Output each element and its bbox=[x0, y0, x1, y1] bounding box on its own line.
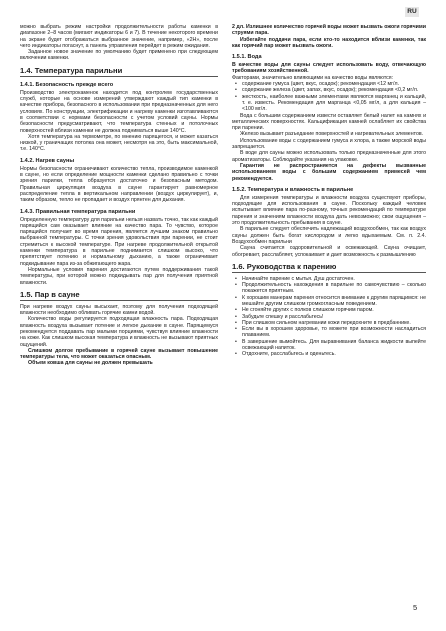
sauna-guide-list bbox=[232, 276, 426, 358]
paragraph: Факторами, значительно влияющими на качество воды являются: bbox=[232, 74, 394, 81]
paragraph: Хотя температура на термометре, по мнению парящегося, и может казаться низкой, у граничащих потолка она может, несмотря на это, быть максимальной, т.е. 140°С. bbox=[20, 133, 218, 153]
paragraph: Количество воды регулируется подходящая влажность пара. Подходящая влажность воздуха вызывает потение и легкое дыхание в сауне. Парящемуся рекомендуется поддавать пар малыми порциями, чувствуя влияние влажности на коже. Как слишком высокая температура и влажность не вызывают приятных ощущений. bbox=[20, 316, 218, 348]
section-heading-1-6: 1.6. Руководства к парению bbox=[232, 262, 426, 273]
paragraph: Для измерения температуры и влажности воздуха существуют приборы, подходящие для использования в сауне. Поскольку каждый человек испытывает влияние пара по-разному, точных рекомендаций по температуре парения и значениям влажности воздуха дать невозможно; свои ощущения – это продолжительность пребывания в сауне. bbox=[232, 194, 426, 227]
list-item: • К хорошим манерам парения относится внимание к другим парящимся: не мешайте другим слишком громкогласным поведением. bbox=[242, 295, 426, 308]
list-item: • Если вы в хорошем здоровье, то можете при возможности насладиться плаванием. bbox=[242, 326, 426, 339]
list-item: • Отдохните, расслабьтесь и оденьтесь. bbox=[242, 351, 426, 357]
water-quality-list bbox=[232, 81, 426, 112]
subheading-1-5-1: 1.5.1. Вода bbox=[232, 54, 262, 61]
list-item: • Забудьте спешку и расслабьтесь! bbox=[242, 314, 426, 320]
list-item: • содержание гумуса (цвет, вкус, осадок); рекомендация <12 мг/л. bbox=[242, 81, 426, 87]
paragraph: Вода с большим содержанием извести оставляет белый налет на камнях и металлических поверхностях. Кальцификация камней ослабляет их свойства при парении. bbox=[232, 112, 426, 132]
paragraph: Нормы безопасности ограничивают количество тепла, производимое каменкой в сауне, но если определение мощности каменки сделано правильно с точки зрения парилки, тепла образуется достаточно и безопасным методом. Правильная циркуляция воздуха в сауне гарантирует равномерное распределение тепла в вертикальном направлении (воздух циркулирует), и, таким образом, тепло не пропадает и воздух прянтен для дыхания. bbox=[20, 165, 218, 204]
list-item: • Не сгоняйте других с полков слишком горячим паром. bbox=[242, 307, 426, 313]
intro-paragraph: можно выбрать режим настройки продолжительности работы каменки в диапазоне 2–8 часов (мигают индикаторы 6 и 7). В течение некоторого времени на экране будет отображаться выбранное значение, например, «2Н», после чего индикаторы погаснут, а панель управления перейдет в режим ожидания. bbox=[20, 24, 218, 49]
warning-text: Объем ковша для сауны не должен превышать bbox=[28, 360, 153, 367]
section-heading-1-5: 1.5. Пар в сауне bbox=[20, 290, 218, 301]
subheading-1-4-1: 1.4.1. Безопасность прежде всего bbox=[20, 81, 114, 88]
list-item: • В завершение вымойтесь. Для выравнивания баланса жидкости выпейте освежающий напиток. bbox=[242, 339, 426, 352]
paragraph: Нормальные условия парения достигаются путем поддерживания такой температуры, при которой можно подкидывать пар для получения приятной влажности. bbox=[20, 266, 218, 286]
list-item: • Начинайте парение с мытья. Душ достаточен. bbox=[242, 276, 426, 282]
left-column bbox=[20, 24, 218, 367]
list-item: • При слишком сильном нагревании кожи передохните в предбаннике. bbox=[242, 320, 426, 326]
subheading-1-4-2: 1.4.2. Нагрев сауны bbox=[20, 157, 75, 164]
warning-text: Избегайте поддачи пара, если кто-то находится вблизи каменки, так как горячий пар может вызвать ожоги. bbox=[232, 36, 426, 49]
paragraph: Определенную температуру для парильни нельзя назвать точно, так как каждый парящийся сам оказывает влияние на качество пара. То чувство, которое парящийся получает во время парения, является лучшим знаком правильно выбранной температуры. С точки зрения удовольствия при парении, не стоит стремиться к высокой температуре. При нагреве продолжительной открытой каменки температура в парильне поднимается слишком высоко, что препятствует потению и нормальному дыханию, а также ограничивает подкидывание пара из-за обжигающего жара. bbox=[20, 216, 218, 267]
paragraph: Использование воды с содержанием гумуса и хлора, а также морской воды запрещается. bbox=[232, 137, 426, 151]
intro-paragraph: Заданное новое значение по умолчанию будет применено при следующем включении каменки. bbox=[20, 49, 218, 62]
warning-text: Слишком долгое пребывание в горячей сауне вызывает повышение температуры тела, что может оказаться опасным. bbox=[20, 347, 218, 361]
paragraph: В воде для сауны можно использовать только предназначенные для этого ароматизаторы. Соблюдайте указания на упаковке. bbox=[232, 150, 426, 163]
right-column bbox=[232, 24, 426, 358]
page-number: 5 bbox=[413, 603, 418, 612]
paragraph: В парильне следует обеспечить надлежащий воздухообмен, так как воздух сауны должен быть богат кислородом и легко вдыхаемым. См. п. 2.4. Воздухообмен парильни bbox=[232, 226, 426, 245]
list-item: • Продолжительность нахождения в парильне по самочувствию – сколько покажется приятным. bbox=[242, 282, 426, 295]
paragraph: Сауна считается оздоровительной и освежающей. Сауна очищает, обогревает, расслабляет, успокаивает и дает возможность к размышлению bbox=[232, 245, 426, 258]
list-item: • содержание железа (цвет, запах, вкус, осадок); рекомендация <0,2 мг/л. bbox=[242, 87, 426, 93]
language-badge: RU bbox=[405, 7, 419, 17]
subheading-1-5-2: 1.5.2. Температура и влажность в парильне bbox=[232, 186, 354, 193]
paragraph: Производство электрокаменок находится под контролем государственных служб, которые на основе измерений утверждают каждый тип каменки в качестве прибора, безопасного в использовании при предназначенных для него условиях. По конструкции, электрификации и нагреву каменки изготавливаются в соответствии с нормами безопасности с учетом условий сауны. Нормы безопасности предусматривают, что температура стенных и потолочных поверхностей вблизи каменки не должна подниматься выше 140°С. bbox=[20, 89, 218, 134]
warning-text: 2 дл. Излишнее количество горячей воды может вызвать ожоги горячими струями пара. bbox=[232, 24, 426, 37]
guarantee-notice: Гарантия не распространяется на дефекты вызванные использованием воды с большим содержанием примесей чем рекомендуется. bbox=[232, 162, 426, 182]
subheading-1-4-3: 1.4.3. Правильная температура парильни bbox=[20, 208, 136, 215]
paragraph-bold: В качестве воды для сауны следует использовать воду, отвечающую требованиям хозяйственной. bbox=[232, 62, 426, 75]
paragraph: Железо вызывает разъедание поверхностей и нагревательных элементов. bbox=[240, 131, 424, 138]
section-heading-1-4: 1.4. Температура парильни bbox=[20, 66, 218, 77]
paragraph: При нагреве воздух сауны высыхает, поэтому для получения подходящей влажности необходимо обливать горячие камни водой. bbox=[20, 303, 218, 317]
list-item: • жесткость, наиболее важными элементами являются марганец и кальций, т. е. известь. Рекомендация для марганца <0,05 мг/л, а для кальция – <100 мг/л. bbox=[242, 94, 426, 113]
